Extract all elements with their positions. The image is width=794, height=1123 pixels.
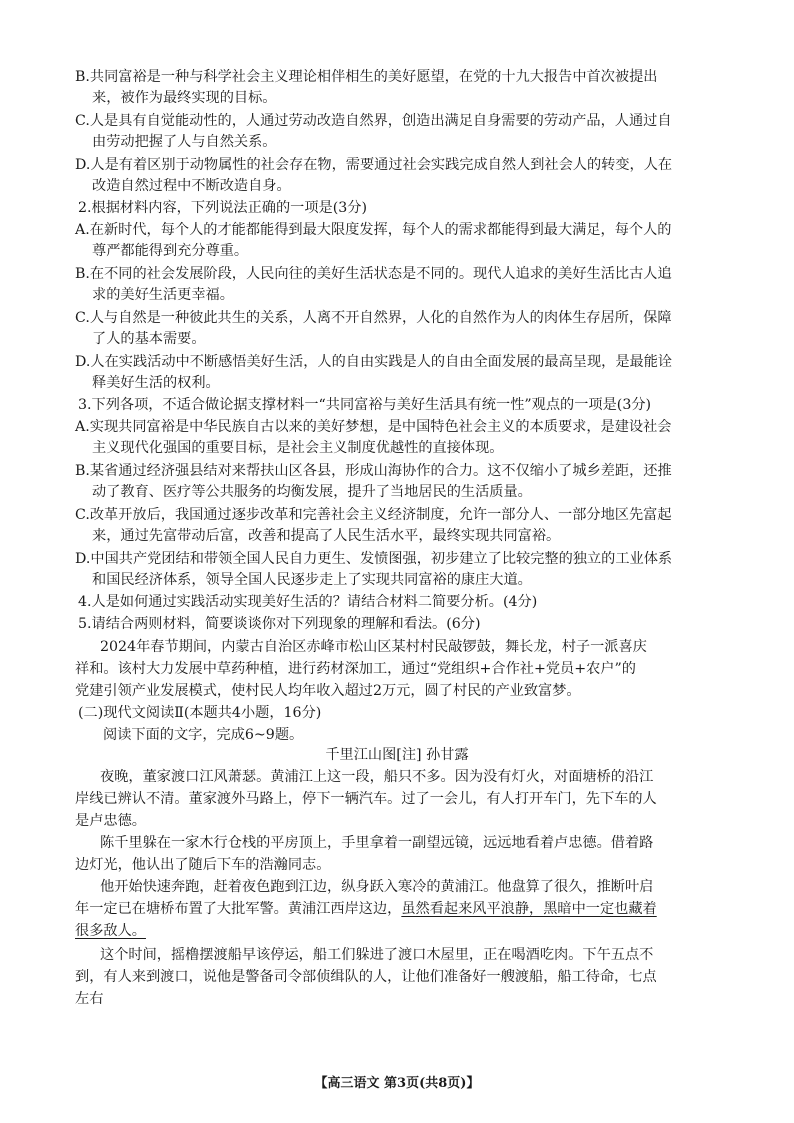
article-title: 千里江山图[注] 孙甘露 xyxy=(325,747,469,763)
line-text: 到，有人来到渡口，说他是警备司令部侦缉队的人，让他们准备好一艘渡船，船工待命，七点 xyxy=(75,969,657,985)
line-text: 求的美好生活更幸福。 xyxy=(92,287,234,303)
text-line xyxy=(0,461,794,481)
line-text: 动了教育、医疗等公共服务的均衡发展，提升了当地居民的生活质量。 xyxy=(92,484,532,500)
line-text: 党建引领产业发展模式，使村民人均年收入超过2万元，圆了村民的产业致富梦。 xyxy=(75,683,581,699)
line-text: 阅读下面的文字，完成6~9题。 xyxy=(103,727,304,743)
text-line xyxy=(0,111,794,131)
page-footer: 【高三语文 第3页(共8页)】 xyxy=(314,1076,480,1091)
line-text: 夜晚，董家渡口江风萧瑟。黄浦江上这一段，船只不多。因为没有灯火，对面塘桥的沿江 xyxy=(100,769,654,785)
line-text: 这个时间，摇橹摆渡船早该停运，船工们躲进了渡口木屋里，正在喝酒吃肉。下午五点不 xyxy=(100,947,654,963)
text-line xyxy=(0,833,794,853)
line-text: B.在不同的社会发展阶段，人民向往的美好生活状态是不同的。现代人追求的美好生活比古人追 xyxy=(75,266,672,282)
line-text: 尊严都能得到充分尊重。 xyxy=(92,243,249,259)
line-text: C.人与自然是一种彼此共生的关系，人离不开自然界，人化的自然作为人的肉体生存居所，保障 xyxy=(75,310,672,326)
line-text: B.某省通过经济强县结对来帮扶山区各县，形成山海协作的合力。这不仅缩小了城乡差距，还推 xyxy=(75,463,672,479)
text-line xyxy=(0,811,794,831)
text-line xyxy=(0,789,794,809)
line-text: 5.请结合两则材料，简要谈谈你对下列现象的理解和看法。(6分) xyxy=(78,616,481,632)
line-text: D.人是有着区别于动物属性的社会存在物，需要通过社会实践完成自然人到社会人的转变，人在 xyxy=(75,157,673,173)
text-line xyxy=(0,703,794,723)
line-text: 了人的基本需要。 xyxy=(92,331,206,347)
line-text: D.人在实践活动中不断感悟美好生活，人的自由实践是人的自由全面发展的最高呈现，是最能诠 xyxy=(75,354,673,370)
line-text: 他开始快速奔跑，赶着夜色跑到江边，纵身跃入寒冷的黄浦江。他盘算了很久，推断叶启 xyxy=(100,879,654,895)
line-text: 边灯光，他认出了随后下车的浩瀚同志。 xyxy=(75,857,331,873)
line-text: 年一定已在塘桥布置了大批军警。黄浦江西岸这边， xyxy=(75,901,402,917)
line-text: 2024年春节期间，内蒙古自治区赤峰市松山区某村村民敲锣鼓，舞长龙，村子一派喜庆 xyxy=(100,639,647,655)
text-line xyxy=(0,438,794,458)
line-text: 释美好生活的权利。 xyxy=(92,375,220,391)
text-line xyxy=(0,220,794,240)
text-line xyxy=(0,264,794,284)
text-line xyxy=(0,877,794,897)
text-line xyxy=(0,373,794,393)
line-text: (二)现代文阅读Ⅱ(本题共4小题，16分) xyxy=(78,705,322,721)
text-line xyxy=(0,67,794,87)
text-line xyxy=(0,945,794,965)
text-line xyxy=(0,681,794,701)
text-line xyxy=(0,637,794,657)
line-text: 改造自然过程中不断改造自身。 xyxy=(92,178,291,194)
line-text: C.改革开放后，我国通过逐步改革和完善社会主义经济制度，允许一部分人、一部分地区先富起 xyxy=(75,507,672,523)
text-line xyxy=(0,417,794,437)
line-text: 左右 xyxy=(75,991,104,1007)
text-line xyxy=(0,308,794,328)
line-text: 4.人是如何通过实践活动实现美好生活的？请结合材料二简要分析。(4分) xyxy=(78,594,538,610)
line-text: 陈千里躲在一家木行仓栈的平房顶上，手里拿着一副望远镜，远远地看着卢忠德。借着路 xyxy=(100,835,654,851)
line-text: 和国民经济体系，领导全国人民逐步走上了实现共同富裕的康庄大道。 xyxy=(92,572,532,588)
line-text: C.人是具有自觉能动性的，人通过劳动改造自然界，创造出满足自身需要的劳动产品，人通过自 xyxy=(75,113,672,129)
text-line xyxy=(0,526,794,546)
text-line xyxy=(0,570,794,590)
text-line xyxy=(0,967,794,987)
text-line xyxy=(0,155,794,175)
text-line xyxy=(0,592,794,612)
line-text: 3.下列各项，不适合做论据支撑材料一“共同富裕与美好生活具有统一性”观点的一项是(3分) xyxy=(78,397,652,413)
line-text: 岸线已辨认不清。董家渡外马路上，停下一辆汽车。过了一会儿，有人打开车门，先下车的人 xyxy=(75,791,657,807)
text-line xyxy=(0,767,794,787)
text-line xyxy=(0,855,794,875)
text-line xyxy=(0,285,794,305)
text-line xyxy=(0,899,794,919)
text-line xyxy=(0,505,794,525)
line-text: 来，通过先富带动后富，改善和提高了人民生活水平，最终实现共同富裕。 xyxy=(92,528,561,544)
text-line xyxy=(0,395,794,415)
underlined-text: 很多敌人。 xyxy=(75,923,146,939)
text-line xyxy=(0,482,794,502)
line-text: 2.根据材料内容，下列说法正确的一项是(3分) xyxy=(78,200,368,216)
text-line xyxy=(0,921,794,941)
text-line xyxy=(0,725,794,745)
text-line xyxy=(0,659,794,679)
text-line xyxy=(0,176,794,196)
line-text: A.实现共同富裕是中华民族自古以来的美好梦想，是中国特色社会主义的本质要求，是建设社会 xyxy=(75,419,672,435)
line-text: A.在新时代，每个人的才能都能得到最大限度发挥，每个人的需求都能得到最大满足，每个人的 xyxy=(75,222,672,238)
line-text: 祥和。该村大力发展中草药种植，进行药材深加工，通过“党组织+合作社+党员+农户”的 xyxy=(75,661,636,677)
text-line xyxy=(0,198,794,218)
line-text: B.共同富裕是一种与科学社会主义理论相伴相生的美好愿望，在党的十九大报告中首次被提出 xyxy=(75,69,658,85)
text-line xyxy=(0,329,794,349)
text-line xyxy=(0,132,794,152)
text-line xyxy=(0,614,794,634)
line-text: 由劳动把握了人与自然关系。 xyxy=(92,134,277,150)
line-text: D.中国共产党团结和带领全国人民自力更生、发愤图强，初步建立了比较完整的独立的工业体系 xyxy=(75,551,673,567)
text-line xyxy=(0,989,794,1009)
underlined-text: 虽然看起来风平浪静，黑暗中一定也藏着 xyxy=(401,901,657,917)
text-line xyxy=(0,352,794,372)
line-text: 来，被作为最终实现的目标。 xyxy=(92,90,277,106)
line-text: 主义现代化强国的重要目标，是社会主义制度优越性的直接体现。 xyxy=(92,440,504,456)
text-line xyxy=(0,241,794,261)
text-line xyxy=(0,88,794,108)
line-text: 是卢忠德。 xyxy=(75,813,146,829)
text-line xyxy=(0,549,794,569)
